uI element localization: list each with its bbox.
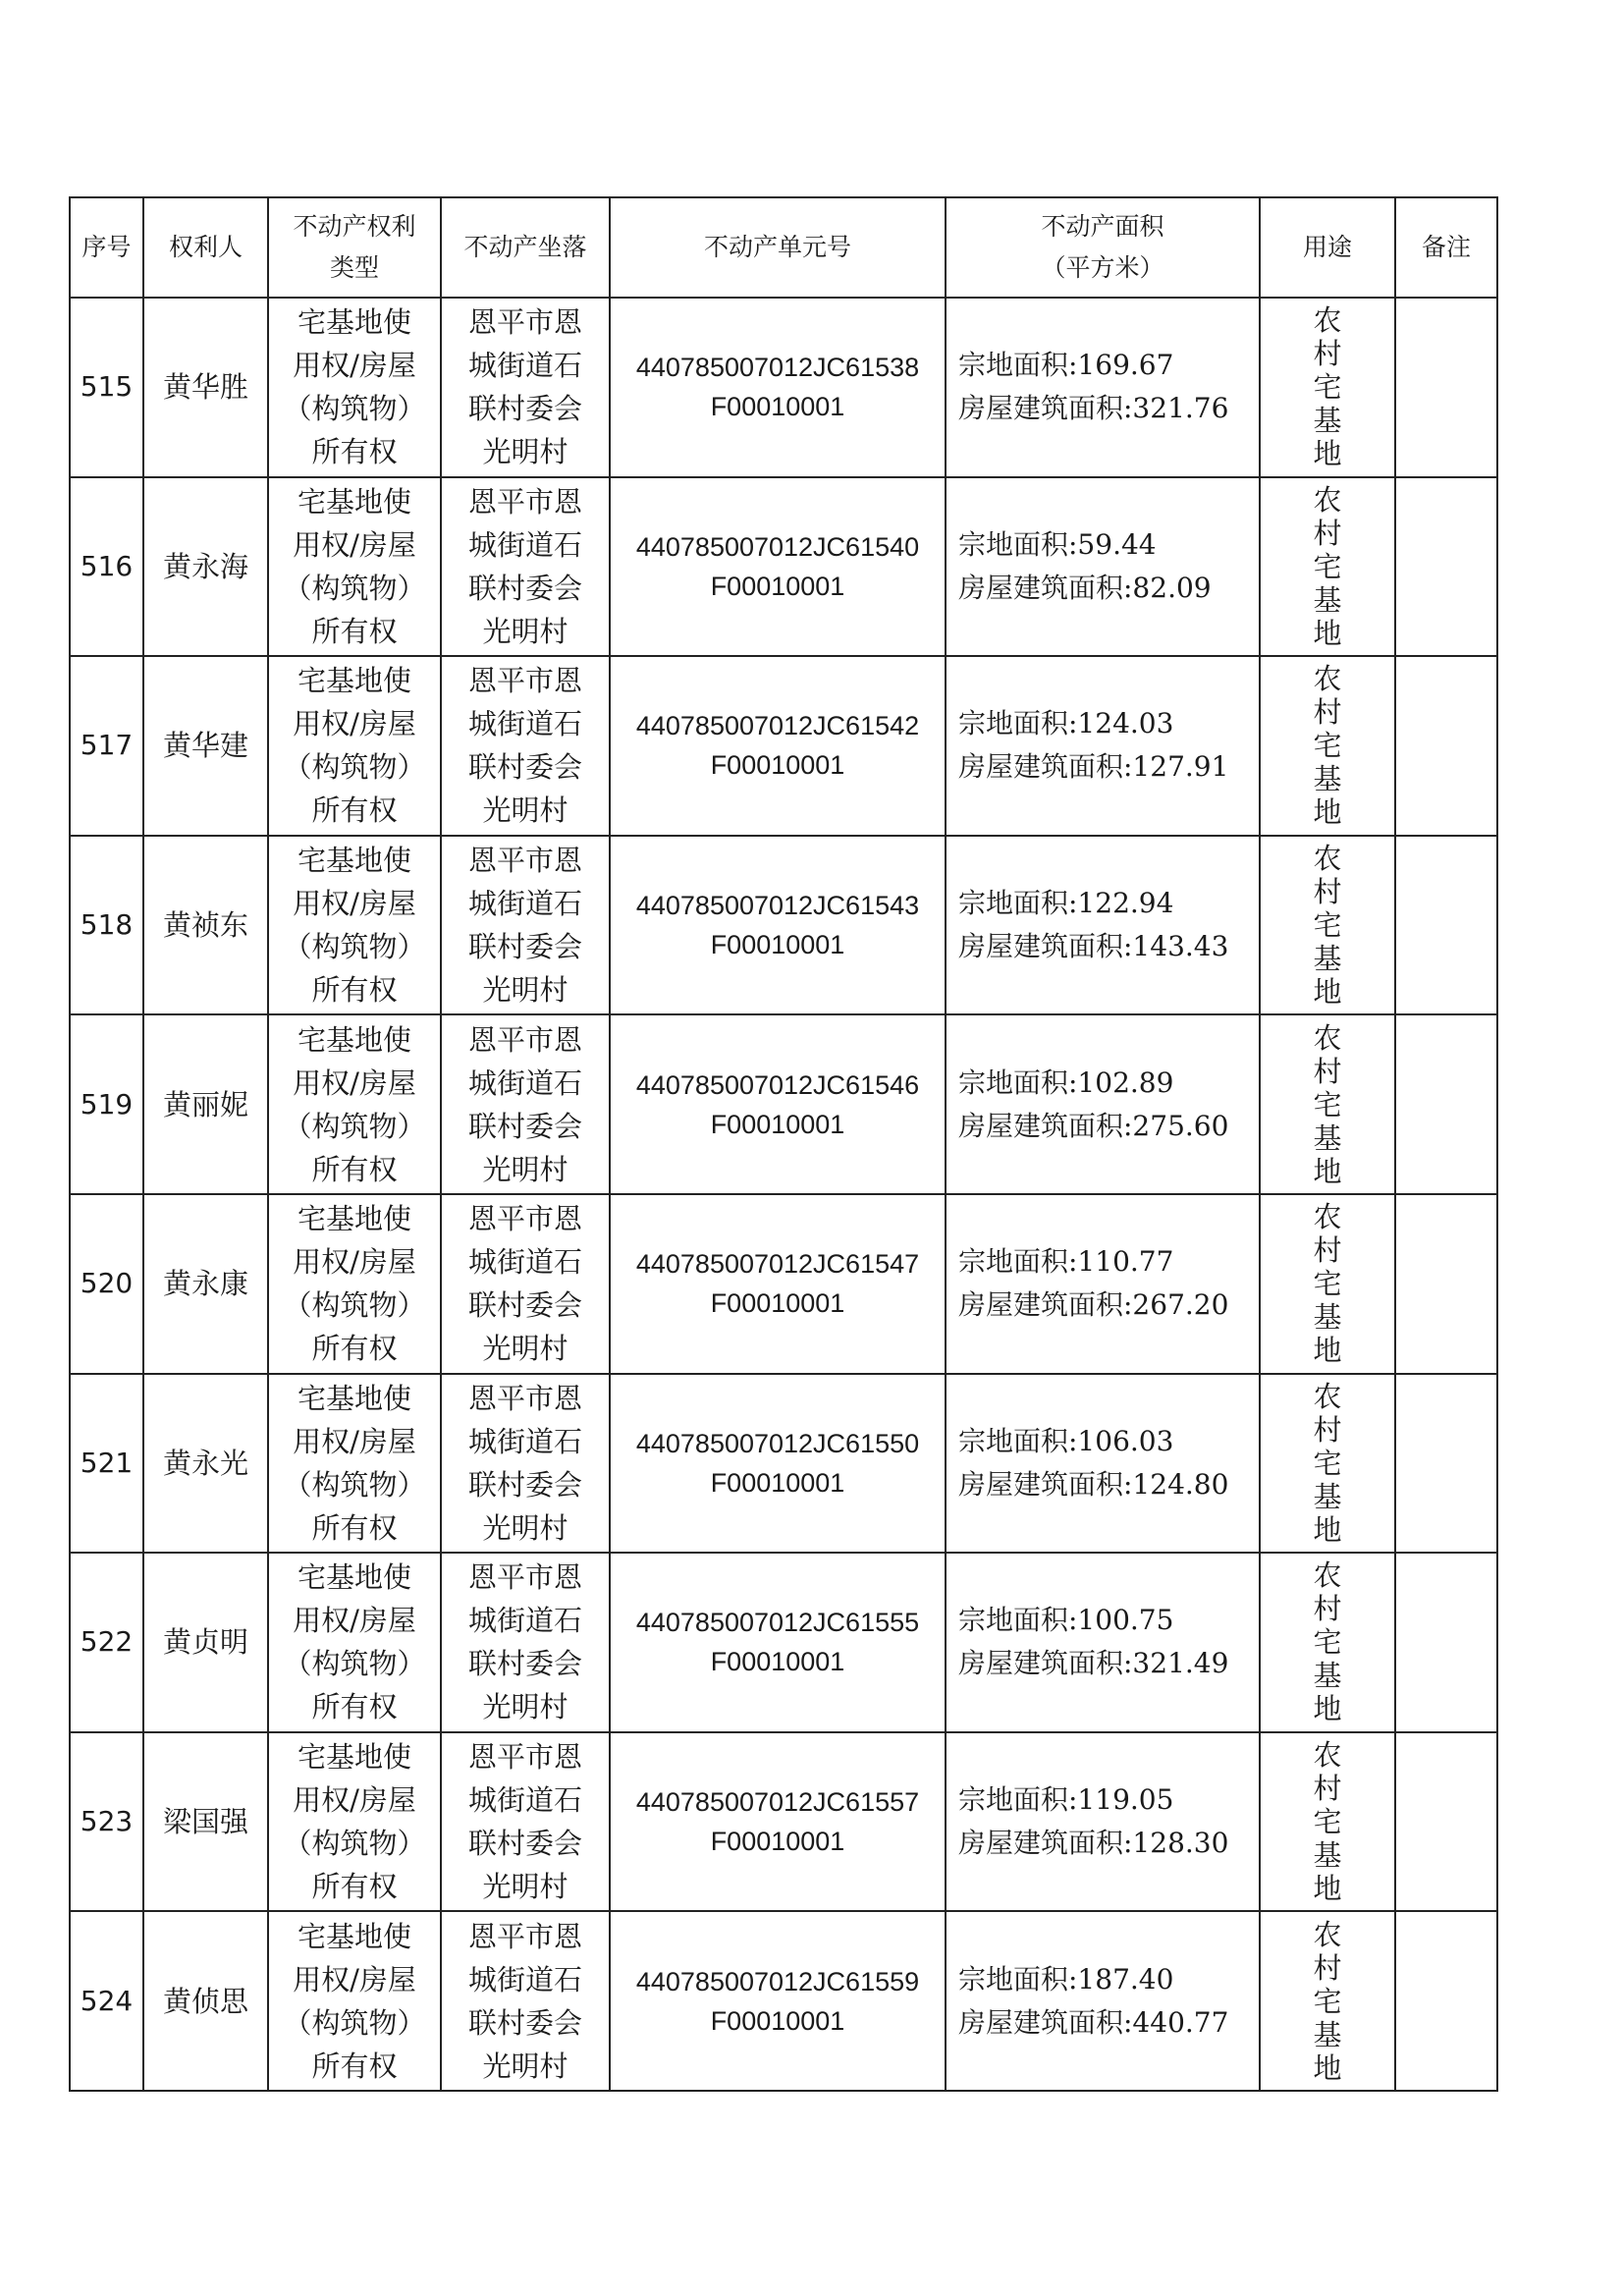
use-char: 宅	[1313, 370, 1342, 405]
cell-use	[1260, 1014, 1395, 1194]
use-char: 地	[1313, 1692, 1342, 1726]
cell-area: 宗地面积:100.75 房屋建筑面积:321.49	[946, 1553, 1260, 1732]
use-char: 地	[1313, 975, 1342, 1010]
table-row	[70, 1732, 1497, 1912]
cell-location: 恩平市恩 城街道石 联村委会 光明村	[441, 1194, 610, 1374]
cell-holder: 黄丽妮	[143, 1014, 268, 1194]
cell-area: 宗地面积:187.40 房屋建筑面积:440.77	[946, 1911, 1260, 2091]
cell-unit-no: 440785007012JC61538 F00010001	[610, 298, 946, 477]
header-use: 用途	[1260, 197, 1395, 298]
use-char: 村	[1313, 337, 1342, 371]
cell-remark	[1395, 836, 1497, 1015]
use-char: 宅	[1313, 1625, 1342, 1660]
cell-unit-no: 440785007012JC61550 F00010001	[610, 1374, 946, 1554]
table-row	[70, 477, 1497, 657]
cell-right-type: 宅基地使 用权/房屋 （构筑物） 所有权	[268, 836, 441, 1015]
table-row	[70, 656, 1497, 836]
cell-right-type: 宅基地使 用权/房屋 （构筑物） 所有权	[268, 1194, 441, 1374]
use-char: 基	[1313, 1300, 1342, 1335]
use-char: 地	[1313, 1154, 1342, 1188]
use-char: 村	[1313, 1054, 1342, 1088]
cell-location: 恩平市恩 城街道石 联村委会 光明村	[441, 656, 610, 836]
table-row	[70, 1194, 1497, 1374]
cell-seq: 518	[70, 836, 143, 1015]
cell-seq: 516	[70, 477, 143, 657]
use-char: 村	[1313, 875, 1342, 909]
cell-location: 恩平市恩 城街道石 联村委会 光明村	[441, 1732, 610, 1912]
cell-remark	[1395, 1732, 1497, 1912]
use-char: 基	[1313, 582, 1342, 617]
use-char: 农	[1313, 1020, 1342, 1055]
use-char: 宅	[1313, 1446, 1342, 1480]
use-char: 农	[1313, 1200, 1342, 1234]
use-char: 基	[1313, 1121, 1342, 1155]
header-area: 不动产面积 （平方米）	[946, 197, 1260, 298]
use-char: 农	[1313, 482, 1342, 517]
cell-unit-no: 440785007012JC61543 F00010001	[610, 836, 946, 1015]
cell-area: 宗地面积:169.67 房屋建筑面积:321.76	[946, 298, 1260, 477]
use-char: 宅	[1313, 1805, 1342, 1839]
cell-location: 恩平市恩 城街道石 联村委会 光明村	[441, 298, 610, 477]
use-char: 村	[1313, 1412, 1342, 1447]
use-char: 农	[1313, 1738, 1342, 1773]
use-char: 基	[1313, 1838, 1342, 1873]
cell-remark	[1395, 1553, 1497, 1732]
use-char: 村	[1313, 1233, 1342, 1268]
use-char: 村	[1313, 516, 1342, 550]
cell-seq: 521	[70, 1374, 143, 1554]
header-remark: 备注	[1395, 197, 1497, 298]
use-char: 农	[1313, 1558, 1342, 1593]
cell-holder: 黄华建	[143, 656, 268, 836]
use-char: 宅	[1313, 1267, 1342, 1301]
cell-area: 宗地面积:122.94 房屋建筑面积:143.43	[946, 836, 1260, 1015]
table-row	[70, 1553, 1497, 1732]
cell-area: 宗地面积:110.77 房屋建筑面积:267.20	[946, 1194, 1260, 1374]
cell-use	[1260, 656, 1395, 836]
table-row	[70, 298, 1497, 477]
use-char: 村	[1313, 1592, 1342, 1626]
cell-location: 恩平市恩 城街道石 联村委会 光明村	[441, 1553, 610, 1732]
table-row	[70, 1014, 1497, 1194]
cell-remark	[1395, 1374, 1497, 1554]
table-row	[70, 1374, 1497, 1554]
cell-seq: 523	[70, 1732, 143, 1912]
cell-unit-no: 440785007012JC61547 F00010001	[610, 1194, 946, 1374]
cell-seq: 524	[70, 1911, 143, 2091]
cell-area: 宗地面积:106.03 房屋建筑面积:124.80	[946, 1374, 1260, 1554]
header-unit-no: 不动产单元号	[610, 197, 946, 298]
use-char: 基	[1313, 762, 1342, 796]
use-char: 农	[1313, 842, 1342, 876]
table-row	[70, 1911, 1497, 2091]
cell-remark	[1395, 1194, 1497, 1374]
cell-seq: 520	[70, 1194, 143, 1374]
cell-use	[1260, 1553, 1395, 1732]
use-char: 宅	[1313, 1984, 1342, 2018]
cell-location: 恩平市恩 城街道石 联村委会 光明村	[441, 1911, 610, 2091]
cell-holder: 黄永康	[143, 1194, 268, 1374]
cell-unit-no: 440785007012JC61540 F00010001	[610, 477, 946, 657]
cell-use	[1260, 298, 1395, 477]
cell-holder: 黄祯东	[143, 836, 268, 1015]
cell-unit-no: 440785007012JC61557 F00010001	[610, 1732, 946, 1912]
use-char: 基	[1313, 942, 1342, 976]
header-holder: 权利人	[143, 197, 268, 298]
cell-location: 恩平市恩 城街道石 联村委会 光明村	[441, 836, 610, 1015]
use-char: 村	[1313, 1772, 1342, 1806]
use-char: 宅	[1313, 908, 1342, 943]
cell-use	[1260, 477, 1395, 657]
cell-holder: 黄永光	[143, 1374, 268, 1554]
cell-remark	[1395, 477, 1497, 657]
cell-seq: 515	[70, 298, 143, 477]
use-char: 地	[1313, 795, 1342, 830]
cell-right-type: 宅基地使 用权/房屋 （构筑物） 所有权	[268, 1553, 441, 1732]
table-row	[70, 836, 1497, 1015]
cell-use	[1260, 1911, 1395, 2091]
property-register-table	[69, 196, 1498, 2092]
cell-location: 恩平市恩 城街道石 联村委会 光明村	[441, 1014, 610, 1194]
use-char: 基	[1313, 1659, 1342, 1693]
cell-right-type: 宅基地使 用权/房屋 （构筑物） 所有权	[268, 1732, 441, 1912]
use-char: 地	[1313, 2050, 1342, 2085]
header-seq: 序号	[70, 197, 143, 298]
use-char: 农	[1313, 1917, 1342, 1951]
use-char: 村	[1313, 1950, 1342, 1985]
cell-area: 宗地面积:124.03 房屋建筑面积:127.91	[946, 656, 1260, 836]
cell-use	[1260, 1194, 1395, 1374]
cell-area: 宗地面积:59.44 房屋建筑面积:82.09	[946, 477, 1260, 657]
use-char: 地	[1313, 1512, 1342, 1547]
cell-unit-no: 440785007012JC61555 F00010001	[610, 1553, 946, 1732]
cell-unit-no: 440785007012JC61542 F00010001	[610, 656, 946, 836]
cell-location: 恩平市恩 城街道石 联村委会 光明村	[441, 477, 610, 657]
use-char: 村	[1313, 695, 1342, 730]
use-char: 宅	[1313, 729, 1342, 763]
cell-right-type: 宅基地使 用权/房屋 （构筑物） 所有权	[268, 1911, 441, 2091]
use-char: 地	[1313, 1872, 1342, 1906]
cell-use	[1260, 836, 1395, 1015]
cell-seq: 522	[70, 1553, 143, 1732]
cell-remark	[1395, 656, 1497, 836]
use-char: 基	[1313, 2017, 1342, 2051]
cell-holder: 梁国强	[143, 1732, 268, 1912]
cell-remark	[1395, 1014, 1497, 1194]
header-location: 不动产坐落	[441, 197, 610, 298]
property-register-table-page	[69, 196, 1496, 2092]
use-char: 农	[1313, 303, 1342, 338]
cell-holder: 黄贞明	[143, 1553, 268, 1732]
use-char: 地	[1313, 616, 1342, 650]
cell-area: 宗地面积:102.89 房屋建筑面积:275.60	[946, 1014, 1260, 1194]
header-row	[70, 197, 1497, 298]
cell-remark	[1395, 298, 1497, 477]
use-char: 基	[1313, 1479, 1342, 1513]
cell-unit-no: 440785007012JC61559 F00010001	[610, 1911, 946, 2091]
cell-use	[1260, 1732, 1395, 1912]
cell-holder: 黄华胜	[143, 298, 268, 477]
cell-right-type: 宅基地使 用权/房屋 （构筑物） 所有权	[268, 477, 441, 657]
use-char: 基	[1313, 404, 1342, 438]
use-char: 地	[1313, 1334, 1342, 1368]
cell-seq: 519	[70, 1014, 143, 1194]
cell-unit-no: 440785007012JC61546 F00010001	[610, 1014, 946, 1194]
cell-remark	[1395, 1911, 1497, 2091]
header-right-type: 不动产权利 类型	[268, 197, 441, 298]
cell-area: 宗地面积:119.05 房屋建筑面积:128.30	[946, 1732, 1260, 1912]
cell-right-type: 宅基地使 用权/房屋 （构筑物） 所有权	[268, 1014, 441, 1194]
cell-holder: 黄侦思	[143, 1911, 268, 2091]
cell-location: 恩平市恩 城街道石 联村委会 光明村	[441, 1374, 610, 1554]
use-char: 农	[1313, 1379, 1342, 1413]
use-char: 宅	[1313, 1087, 1342, 1121]
use-char: 地	[1313, 437, 1342, 471]
use-char: 宅	[1313, 549, 1342, 583]
use-char: 农	[1313, 662, 1342, 696]
cell-holder: 黄永海	[143, 477, 268, 657]
cell-seq: 517	[70, 656, 143, 836]
cell-use	[1260, 1374, 1395, 1554]
cell-right-type: 宅基地使 用权/房屋 （构筑物） 所有权	[268, 298, 441, 477]
cell-right-type: 宅基地使 用权/房屋 （构筑物） 所有权	[268, 656, 441, 836]
cell-right-type: 宅基地使 用权/房屋 （构筑物） 所有权	[268, 1374, 441, 1554]
